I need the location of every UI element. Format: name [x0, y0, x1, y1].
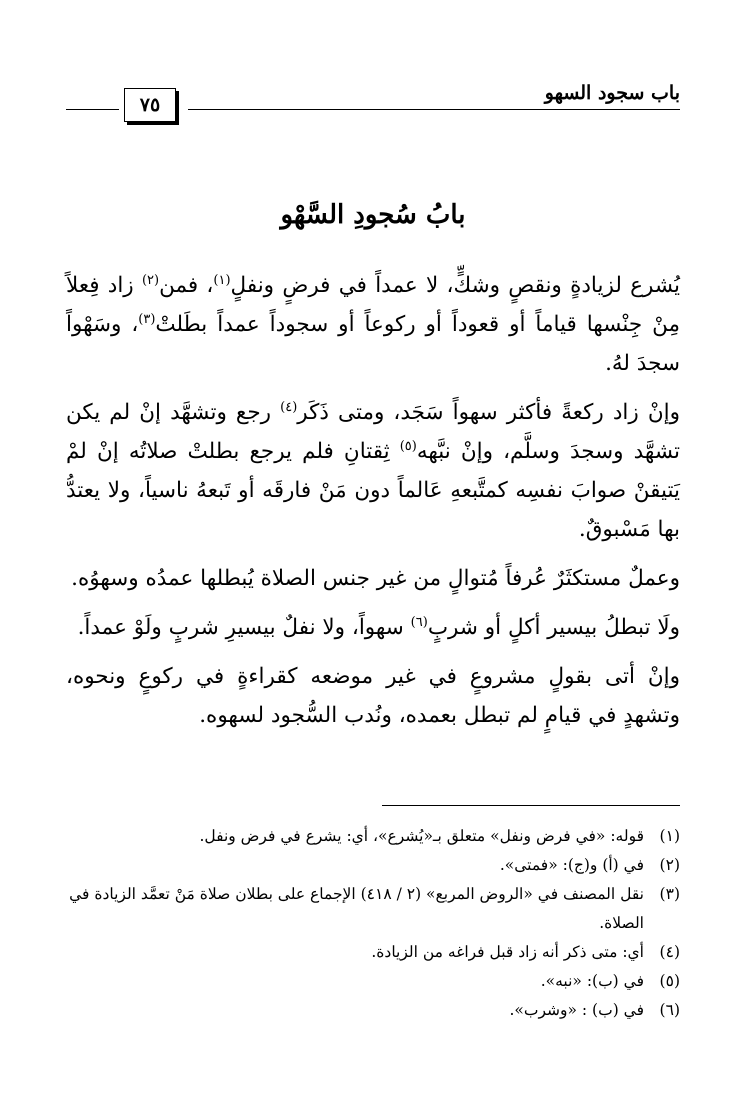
footnote-number: (١) [659, 827, 680, 845]
footnote-text: في (أ) و(ج): «فمتى». [499, 856, 644, 874]
footnote-number: (٦) [659, 1001, 680, 1019]
footnote-marker-2: (٢) [141, 272, 160, 288]
text-run: ثِقتانِ فلم يرجع بطلتْ صلاتُه إنْ لمْ يَتيقنْ صوابَ نفسِه كمتَّبعهِ عَالماً دون مَنْ فارقَه أو تَبعهُ ناسياً، ولا يعتدُّ بها مَسْبوقٌ. [66, 439, 680, 542]
footnote-number: (٢) [659, 856, 680, 874]
page-number: ٧٥ [139, 94, 161, 116]
paragraph-4 [66, 608, 680, 647]
text-run: ولَا تبطلُ بيسير أكلٍ أو شربٍ [427, 615, 680, 640]
paragraph-2 [66, 393, 680, 549]
text-run: ، وسَهْواً سجدَ لهُ. [66, 312, 680, 376]
text-run: سهواً، ولا نفلٌ بيسيرِ شربٍ ولَوْ عمداً. [77, 615, 411, 640]
text-run: وإنْ زاد ركعةً فأكثر سهواً سَجَد، ومتى ذَكَر [297, 400, 680, 425]
text-run: ، فمن [159, 273, 214, 298]
footnote-item [66, 967, 680, 996]
footnote-item [66, 880, 680, 938]
footnote-text: نقل المصنف في «الروض المربع» (٢ / ٤١٨) الإجماع على بطلان صلاة مَنْ تعمَّد الزيادة في الصلاة. [69, 885, 644, 932]
body-text [66, 266, 680, 745]
footnote-text: أي: متى ذكر أنه زاد قبل فراغه من الزيادة. [371, 943, 644, 961]
footnote-marker-3: (٣) [138, 311, 156, 327]
text-run: زاد فِعلاً مِنْ جِنْسها قياماً أو قعوداً أو ركوعاً أو سجوداً عمداً بطَلتْ [66, 273, 680, 337]
text-run: وعملٌ مستكثَرٌ عُرفاً مُتوالٍ من غير جنس الصلاة يُبطلها عمدُه وسهوُه. [71, 566, 680, 591]
footnote-item [66, 996, 680, 1025]
footnotes [66, 822, 680, 1025]
footnote-separator [382, 805, 680, 806]
chapter-title: بابُ سُجودِ السَّهْو [280, 200, 466, 230]
footnote-item [66, 938, 680, 967]
footnote-number: (٥) [659, 972, 680, 990]
footnote-item [66, 822, 680, 851]
paragraph-1 [66, 266, 680, 383]
footnote-marker-4: (٤) [280, 399, 298, 415]
footnote-number: (٤) [659, 943, 680, 961]
footnote-marker-5: (٥) [399, 438, 417, 454]
paragraph-5 [66, 657, 680, 735]
footnote-text: في (ب): «نبه». [540, 972, 644, 990]
header-rule-right [188, 109, 680, 110]
footnote-text: في (ب) : «وشرب». [509, 1001, 644, 1019]
footnote-text: قوله: «في فرض ونفل» متعلق بـ«يُشرع»، أي: يشرع في فرض ونفل. [199, 827, 644, 845]
page-number-box [124, 88, 176, 122]
footnote-number: (٣) [659, 885, 680, 903]
running-header-title: باب سجود السهو [544, 82, 680, 104]
footnote-marker-1: (١) [213, 272, 231, 288]
footnote-marker-6: (٦) [410, 614, 428, 630]
header-rule-left [66, 109, 119, 110]
paragraph-3 [66, 559, 680, 598]
text-run: وإنْ أتى بقولٍ مشروعٍ في غير موضعه كقراءةٍ في ركوعٍ ونحوه، وتشهدٍ في قيامٍ لم تبطل بعمده، ونُدب السُّجود لسهوه. [66, 664, 680, 728]
text-run: يُشرع لزيادةٍ ونقصٍ وشكٍّ، لا عمداً في فرضٍ ونفلٍ [230, 273, 680, 298]
footnote-item [66, 851, 680, 880]
text-run: رجع وتشهَّد إنْ لم يكن تشهَّد وسجدَ وسلَّم، وإنْ نبَّهه [66, 400, 680, 464]
